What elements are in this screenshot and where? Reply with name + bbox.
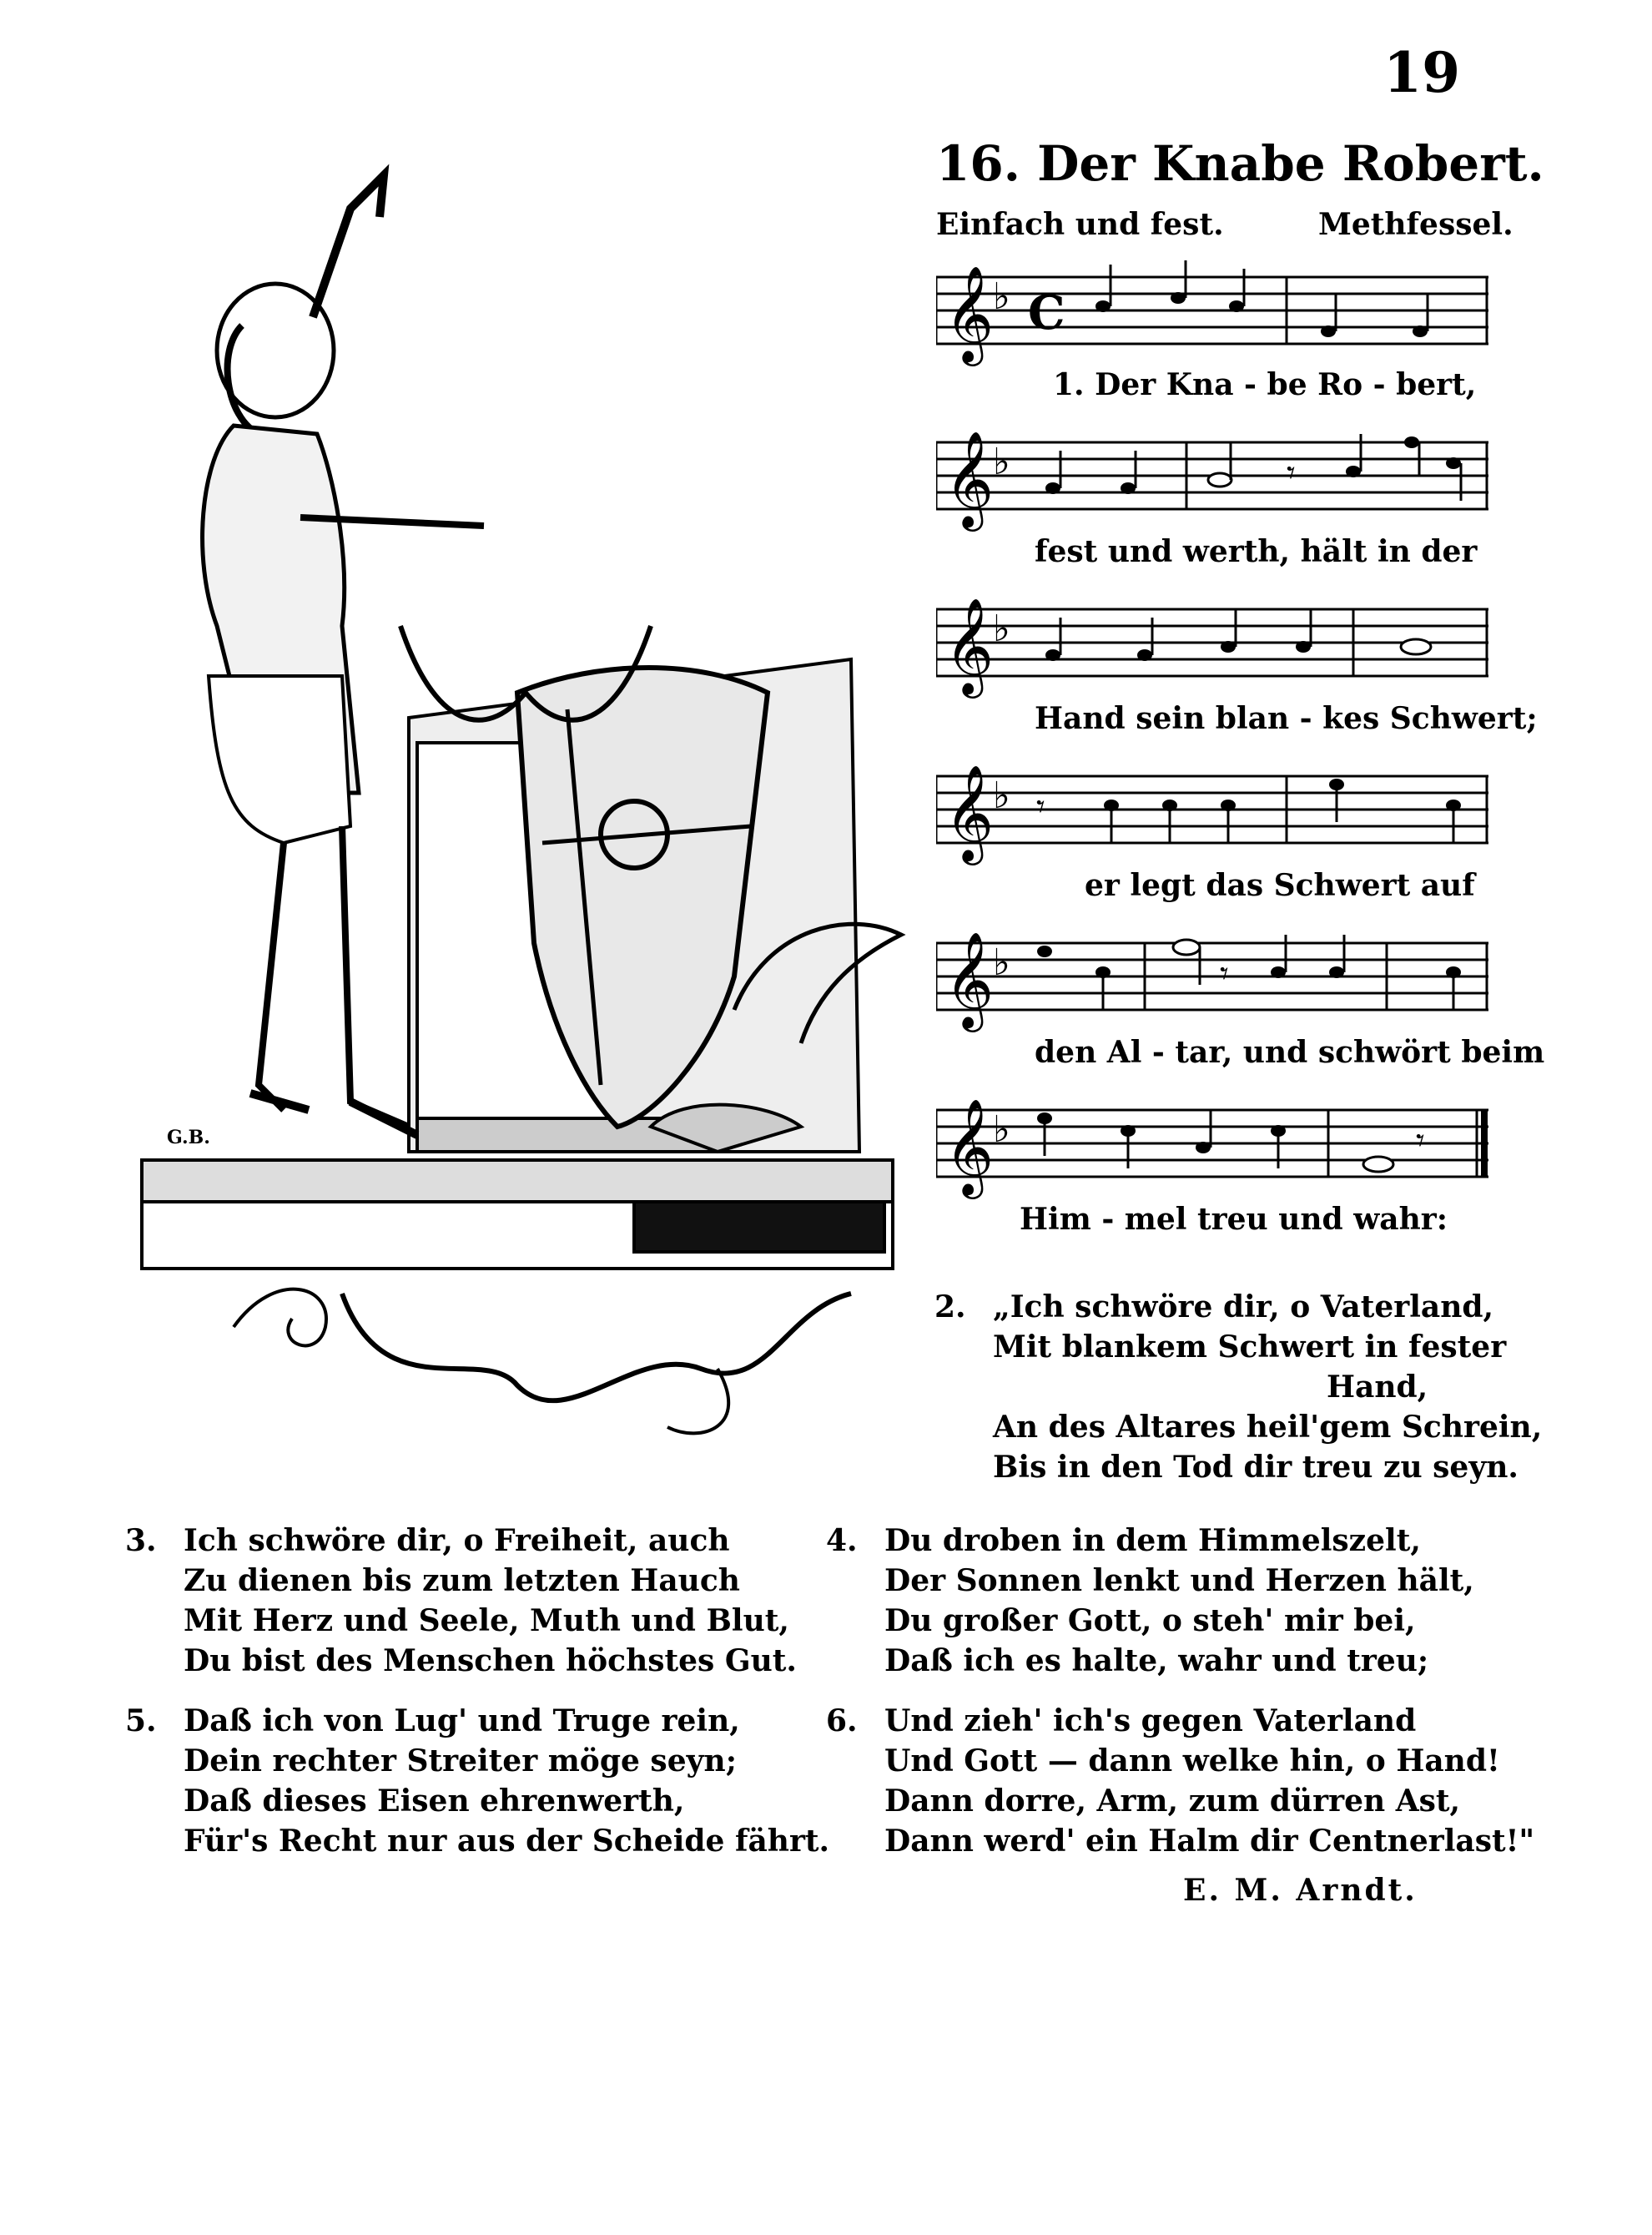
svg-text:𝄾: 𝄾 [1287, 454, 1296, 492]
stanza-line: Der Sonnen lenkt und Herzen hält, [884, 1563, 1474, 1598]
svg-text:♭: ♭ [993, 1108, 1010, 1151]
svg-text:𝄾: 𝄾 [1416, 1122, 1425, 1160]
tempo-marking: Einfach und fest. [936, 207, 1224, 242]
stanza-line: Dein rechter Streiter möge seyn; [184, 1743, 737, 1778]
stanza-3-number: 3. [125, 1523, 157, 1558]
stanza-line: Ich schwöre dir, o Freiheit, auch [184, 1523, 730, 1558]
stanza-line: Dann dorre, Arm, zum dürren Ast, [884, 1783, 1461, 1819]
svg-text:𝄞: 𝄞 [944, 597, 995, 694]
lyric-line-6: Him - mel treu und wahr: [1020, 1202, 1448, 1237]
stanza-6-number: 6. [826, 1703, 858, 1738]
svg-text:𝄞: 𝄞 [944, 265, 995, 362]
stanza-line: Für's Recht nur aus der Scheide fährt. [184, 1824, 830, 1859]
stanza-6 [826, 1701, 1560, 1868]
stanza-line: Du bist des Menschen höchstes Gut. [184, 1643, 797, 1678]
stanza-line: An des Altares heil'gem Schrein, [993, 1410, 1543, 1445]
stanza-2 [934, 1287, 1543, 1496]
lyric-line-1: 1. Der Kna - be Ro - bert, [1053, 367, 1477, 402]
svg-text:C: C [1028, 285, 1065, 341]
stanza-line: Du großer Gott, o steh' mir bei, [884, 1603, 1416, 1638]
page-number: 19 [1383, 40, 1460, 105]
stanza-line: Hand, [1327, 1370, 1428, 1405]
stanza-line: Zu dienen bis zum letzten Hauch [184, 1563, 740, 1598]
svg-text:𝄾: 𝄾 [1036, 788, 1045, 826]
svg-text:𝄞: 𝄞 [944, 764, 995, 861]
stanza-3 [125, 1521, 809, 1688]
svg-text:𝄞: 𝄞 [944, 430, 995, 527]
music-staff-5 [936, 926, 1488, 1035]
stanza-line: Und zieh' ich's gegen Vaterland [884, 1703, 1417, 1738]
stanza-4 [826, 1521, 1535, 1688]
author-signature: E. M. Arndt. [1183, 1873, 1418, 1908]
lyric-line-3: Hand sein blan - kes Schwert; [1035, 701, 1538, 736]
stanza-4-number: 4. [826, 1523, 858, 1558]
stanza-line: Daß ich von Lug' und Truge rein, [184, 1703, 740, 1738]
svg-text:♭: ♭ [993, 441, 1010, 483]
music-staff-2 [936, 426, 1488, 534]
stanza-line: Dann werd' ein Halm dir Centnerlast!" [884, 1824, 1535, 1859]
svg-text:♭: ♭ [993, 275, 1010, 318]
lyric-line-2: fest und werth, hält in der [1035, 534, 1478, 569]
svg-text:♭: ♭ [993, 608, 1010, 650]
stanza-line: Daß ich es halte, wahr und treu; [884, 1643, 1429, 1678]
music-staff-1 [936, 260, 1488, 369]
composer-name: Methfessel. [1318, 207, 1513, 242]
stanza-line: Daß dieses Eisen ehrenwerth, [184, 1783, 685, 1819]
stanza-2-number: 2. [934, 1289, 966, 1324]
stanza-line: Und Gott — dann welke hin, o Hand! [884, 1743, 1500, 1778]
song-title: 16. Der Knabe Robert. [936, 135, 1544, 192]
svg-text:♭: ♭ [993, 941, 1010, 984]
stanza-line: Du droben in dem Himmelszelt, [884, 1523, 1421, 1558]
illustration-signature: G.B. [167, 1127, 210, 1148]
svg-text:𝄾: 𝄾 [1220, 955, 1229, 993]
stanza-5 [125, 1701, 830, 1868]
knight-illustration [133, 159, 918, 1444]
stanza-line: „Ich schwöre dir, o Vaterland, [993, 1289, 1494, 1324]
lyric-line-4: er legt das Schwert auf [1085, 868, 1475, 903]
music-staff-6 [936, 1093, 1488, 1202]
svg-text:♭: ♭ [993, 774, 1010, 817]
svg-text:𝄞: 𝄞 [944, 931, 995, 1028]
svg-text:𝄞: 𝄞 [944, 1097, 995, 1195]
stanza-line: Mit blankem Schwert in fester [993, 1329, 1507, 1365]
stanza-line: Mit Herz und Seele, Muth und Blut, [184, 1603, 789, 1638]
stanza-5-number: 5. [125, 1703, 157, 1738]
music-staff-4 [936, 759, 1488, 868]
music-staff-3 [936, 593, 1488, 701]
stanza-line: Bis in den Tod dir treu zu seyn. [993, 1450, 1519, 1485]
lyric-line-5: den Al - tar, und schwört beim [1035, 1035, 1545, 1070]
